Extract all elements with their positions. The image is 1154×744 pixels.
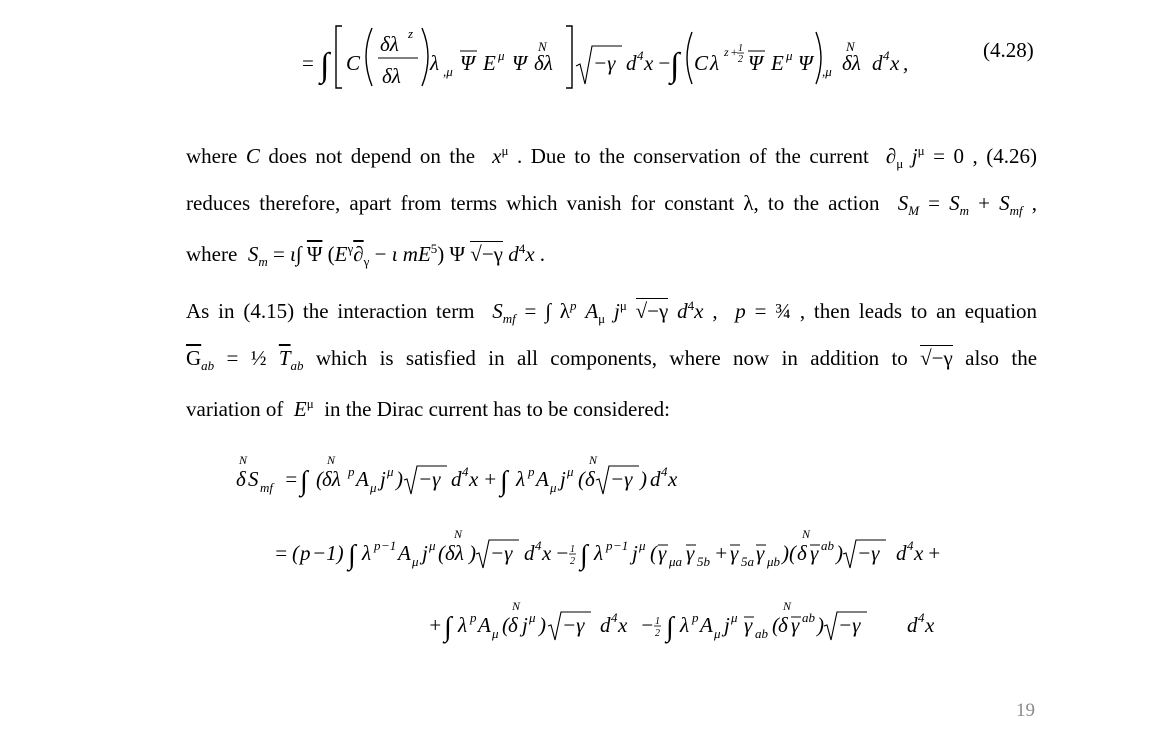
svg-text:)(: )( [782, 541, 796, 565]
svg-text:λ: λ [458, 613, 468, 637]
svg-text:A: A [356, 467, 369, 491]
svg-text:j: j [522, 613, 528, 637]
svg-text:μ: μ [731, 610, 738, 625]
svg-text:λ: λ [594, 541, 604, 565]
svg-text:C: C [346, 51, 361, 75]
svg-text:): ) [396, 467, 403, 491]
svg-text:d: d [626, 51, 637, 75]
svg-text:μb: μb [767, 554, 781, 569]
svg-text:μ: μ [786, 48, 793, 63]
svg-text:): ) [640, 467, 647, 491]
paragraph-1-line-1: where C does not depend on the $x^\mu$ . Due to the conservation of the current $\partial_\mu$ $j^\mu = 0$ , (4.26) [186, 143, 1037, 172]
svg-text:2: 2 [738, 54, 743, 65]
svg-text:μ: μ [492, 626, 499, 641]
svg-text:d: d [650, 467, 661, 491]
svg-text:γ: γ [730, 541, 739, 565]
svg-text:=: = [302, 51, 314, 75]
svg-text:δ: δ [778, 613, 788, 637]
svg-text:E: E [483, 51, 496, 75]
svg-text:N: N [239, 453, 248, 467]
svg-text:p: p [528, 464, 535, 479]
svg-text:Ψ: Ψ [748, 51, 763, 75]
svg-text:N: N [589, 453, 598, 467]
svg-text:j: j [632, 541, 638, 565]
svg-text:N: N [783, 600, 792, 613]
svg-text:4: 4 [637, 48, 644, 63]
svg-text:2: 2 [570, 556, 575, 567]
svg-text:γ: γ [686, 541, 695, 565]
svg-text:2: 2 [655, 628, 660, 639]
svg-text:∫: ∫ [444, 612, 452, 643]
svg-text:N: N [454, 528, 463, 541]
svg-text:ab: ab [802, 610, 815, 625]
page-number: 19 [1016, 700, 1035, 721]
svg-text:p: p [470, 610, 477, 625]
svg-text:∫: ∫ [348, 540, 356, 571]
svg-text:d: d [872, 51, 883, 75]
svg-text:4: 4 [535, 538, 542, 553]
svg-text:γ: γ [744, 613, 753, 637]
svg-text:N: N [538, 39, 547, 54]
svg-text:C: C [694, 51, 709, 75]
svg-text:x: x [890, 51, 900, 75]
svg-text:S: S [248, 467, 259, 491]
svg-text:z: z [408, 26, 414, 41]
paragraph-1-line-2: reduces therefore, apart from terms which vanish for constant λ, to the action $S_M = S_m + S_{mf}$ , [186, 190, 1037, 218]
equation-number: (4.28) [983, 38, 1034, 62]
svg-text:,μ: ,μ [443, 64, 453, 79]
paragraph-2-line-3: variation of $E^\mu$ in the Dirac current has to be considered: [186, 396, 670, 422]
svg-text:δλ: δλ [534, 51, 553, 75]
svg-text:μ: μ [529, 610, 536, 625]
svg-text:E: E [771, 51, 784, 75]
svg-text:ab: ab [821, 538, 834, 553]
svg-text:−γ: −γ [610, 467, 633, 491]
svg-text:−γ: −γ [562, 613, 585, 637]
svg-text:ab: ab [755, 626, 768, 641]
svg-text:−γ: −γ [490, 541, 513, 565]
svg-text:d: d [524, 541, 535, 565]
svg-text:Ψ: Ψ [460, 51, 475, 75]
svg-text:p: p [692, 610, 699, 625]
svg-text:−1: −1 [613, 538, 629, 553]
svg-text:j: j [422, 541, 428, 565]
svg-text:(: ( [578, 467, 585, 491]
svg-text:): ) [836, 541, 843, 565]
svg-text:x: x [914, 541, 924, 565]
svg-text:δλ: δλ [322, 467, 341, 491]
svg-text:A: A [478, 613, 491, 637]
svg-text:j: j [560, 467, 566, 491]
svg-text:p: p [374, 538, 381, 553]
svg-text:+: + [483, 467, 498, 491]
svg-text:d: d [907, 613, 918, 637]
svg-text:,: , [903, 51, 909, 75]
svg-text:∫: ∫ [670, 47, 680, 84]
svg-text:Ψ: Ψ [798, 51, 813, 75]
svg-text:d: d [451, 467, 462, 491]
svg-text:μ: μ [498, 48, 505, 63]
svg-text:μ: μ [412, 554, 419, 569]
svg-text:4: 4 [907, 538, 914, 553]
svg-text:4: 4 [611, 610, 618, 625]
svg-text:z: z [724, 45, 729, 59]
svg-text:λ: λ [362, 541, 372, 565]
svg-text:A: A [398, 541, 411, 565]
svg-text:−: − [640, 613, 655, 637]
svg-text:N: N [802, 528, 811, 541]
svg-text:+: + [428, 613, 443, 637]
svg-text:4: 4 [918, 610, 925, 625]
svg-text:(: ( [316, 467, 323, 491]
svg-text:d: d [896, 541, 907, 565]
svg-text:): ) [469, 541, 476, 565]
svg-text:x: x [618, 613, 628, 637]
svg-text:N: N [512, 600, 521, 613]
svg-text:−1: −1 [381, 538, 397, 553]
svg-text:δλ: δλ [842, 51, 861, 75]
svg-text:(: ( [650, 541, 657, 565]
svg-text:x: x [469, 467, 479, 491]
svg-text:γ: γ [756, 541, 765, 565]
equation-variation-line-2 [272, 528, 992, 584]
svg-text:N: N [327, 453, 336, 467]
equation-variation-line-3 [426, 600, 986, 656]
svg-text:A: A [700, 613, 713, 637]
svg-text:p: p [300, 541, 311, 565]
svg-text:μ: μ [550, 480, 557, 495]
svg-text:): ) [817, 613, 824, 637]
paragraph-1-line-3: where $S_m = \iota\int$ $\overline{\Psi}$ ($E^\gamma\partial_\gamma - \iota$ $mE^5$) Ψ √−γ $d^4x$ . [186, 241, 546, 270]
svg-text:δ: δ [585, 467, 595, 491]
svg-text:4: 4 [661, 464, 668, 479]
svg-text:j: j [724, 613, 730, 637]
svg-text:+: + [927, 541, 942, 565]
svg-text:μ: μ [370, 480, 377, 495]
paragraph-2-line-2: $\overline{G}_{ab}$ = ½ $\overline{T}_{ab}$ which is satisfied in all components, where now in addition to √−γ also the [186, 345, 1038, 373]
svg-text:μa: μa [669, 554, 683, 569]
svg-text:μ: μ [429, 538, 436, 553]
svg-text:(: ( [292, 541, 299, 565]
svg-text:δ: δ [508, 613, 518, 637]
svg-text:,μ: ,μ [822, 64, 832, 79]
svg-text:(: ( [438, 541, 445, 565]
svg-text:λ: λ [516, 467, 526, 491]
svg-text:∫: ∫ [300, 466, 308, 497]
svg-text:∫: ∫ [580, 540, 588, 571]
svg-text:λ: λ [430, 51, 440, 75]
svg-text:=: = [284, 467, 299, 491]
svg-text:): ) [539, 613, 546, 637]
svg-text:N: N [846, 39, 855, 54]
svg-text:j: j [380, 467, 386, 491]
equation-variation-line-1 [234, 450, 734, 506]
svg-text:−γ: −γ [418, 467, 441, 491]
svg-text:μ: μ [387, 464, 394, 479]
svg-text:d: d [600, 613, 611, 637]
paragraph-1 [186, 132, 1037, 282]
svg-text:γ: γ [810, 541, 819, 565]
svg-text:A: A [536, 467, 549, 491]
svg-text:δ: δ [797, 541, 807, 565]
svg-text:1: 1 [570, 544, 575, 555]
svg-text:=: = [274, 541, 289, 565]
svg-text:x: x [644, 51, 654, 75]
svg-text:Ψ: Ψ [512, 51, 527, 75]
svg-text:(: ( [502, 613, 509, 637]
svg-text:5b: 5b [697, 554, 710, 569]
svg-text:(: ( [772, 613, 779, 637]
svg-text:−: − [555, 541, 570, 565]
svg-text:x: x [542, 541, 552, 565]
svg-text:mf: mf [260, 480, 273, 495]
svg-text:4: 4 [462, 464, 469, 479]
svg-text:γ: γ [658, 541, 667, 565]
svg-text:λ: λ [680, 613, 690, 637]
svg-text:∫: ∫ [666, 612, 674, 643]
svg-text:δλ: δλ [445, 541, 464, 565]
svg-text:−γ: −γ [593, 51, 616, 75]
svg-text:p: p [348, 464, 355, 479]
paragraph-2-line-1: As in (4.15) the interaction term $S_{mf}$ = ∫ $\lambda^p$ $A_\mu$ $j^\mu$ √−γ $d^4x$ , p = ¾ , then leads to an equation [186, 298, 1038, 327]
equation-4-28-body [300, 18, 940, 94]
svg-text:μ: μ [714, 626, 721, 641]
svg-text:+: + [714, 541, 729, 565]
svg-text:p: p [606, 538, 613, 553]
paragraph-2 [186, 287, 1037, 429]
svg-text:1: 1 [738, 43, 743, 54]
svg-text:∫: ∫ [320, 47, 330, 84]
svg-text:δλ: δλ [380, 32, 399, 56]
svg-text:x: x [925, 613, 935, 637]
svg-text:δ: δ [236, 467, 246, 491]
svg-text:−γ: −γ [857, 541, 880, 565]
svg-text:μ: μ [639, 538, 646, 553]
svg-text:+: + [730, 45, 739, 59]
svg-text:μ: μ [567, 464, 574, 479]
svg-text:1: 1 [655, 616, 660, 627]
svg-text:5a: 5a [741, 554, 754, 569]
svg-text:λ: λ [710, 51, 720, 75]
svg-text:γ: γ [791, 613, 800, 637]
svg-text:x: x [668, 467, 678, 491]
svg-text:−γ: −γ [838, 613, 861, 637]
svg-text:∫: ∫ [500, 466, 508, 497]
svg-text:−: − [657, 51, 672, 75]
svg-text:4: 4 [883, 48, 890, 63]
svg-text:δλ: δλ [382, 64, 401, 88]
svg-text:−1): −1) [312, 541, 344, 565]
